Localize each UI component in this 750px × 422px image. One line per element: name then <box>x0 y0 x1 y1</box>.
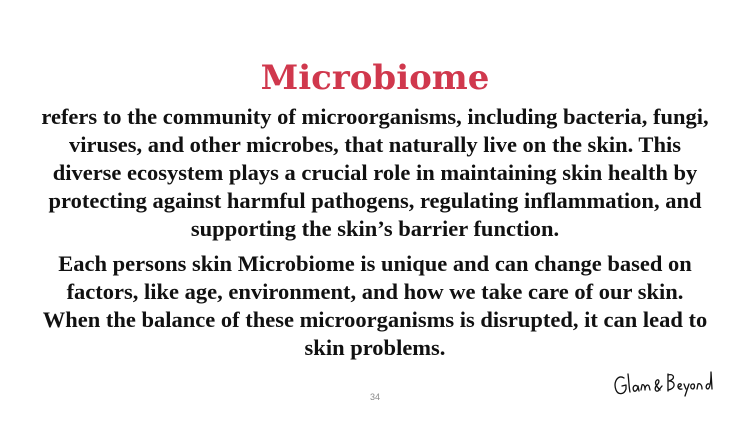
brand-logo-signature <box>610 364 720 404</box>
definition-paragraph: refers to the community of microorganisms, including bacteria, fungi, viruses, and other microbes, that naturally live on the skin. This diverse ecosystem plays a crucial role in maintaining skin health by protecting against harmful pathogens, regulating inflammation, and supporting the skin’s barrier function. <box>41 104 709 241</box>
details-paragraph: Each persons skin Microbiome is unique and can change based on factors, like age, environment, and how we take care of our skin. When the balance of these microorganisms is disrupted, it can lead to skin problems. <box>42 251 708 360</box>
slide-title: Microbiome <box>260 58 490 98</box>
page-number: 34 <box>369 392 380 402</box>
